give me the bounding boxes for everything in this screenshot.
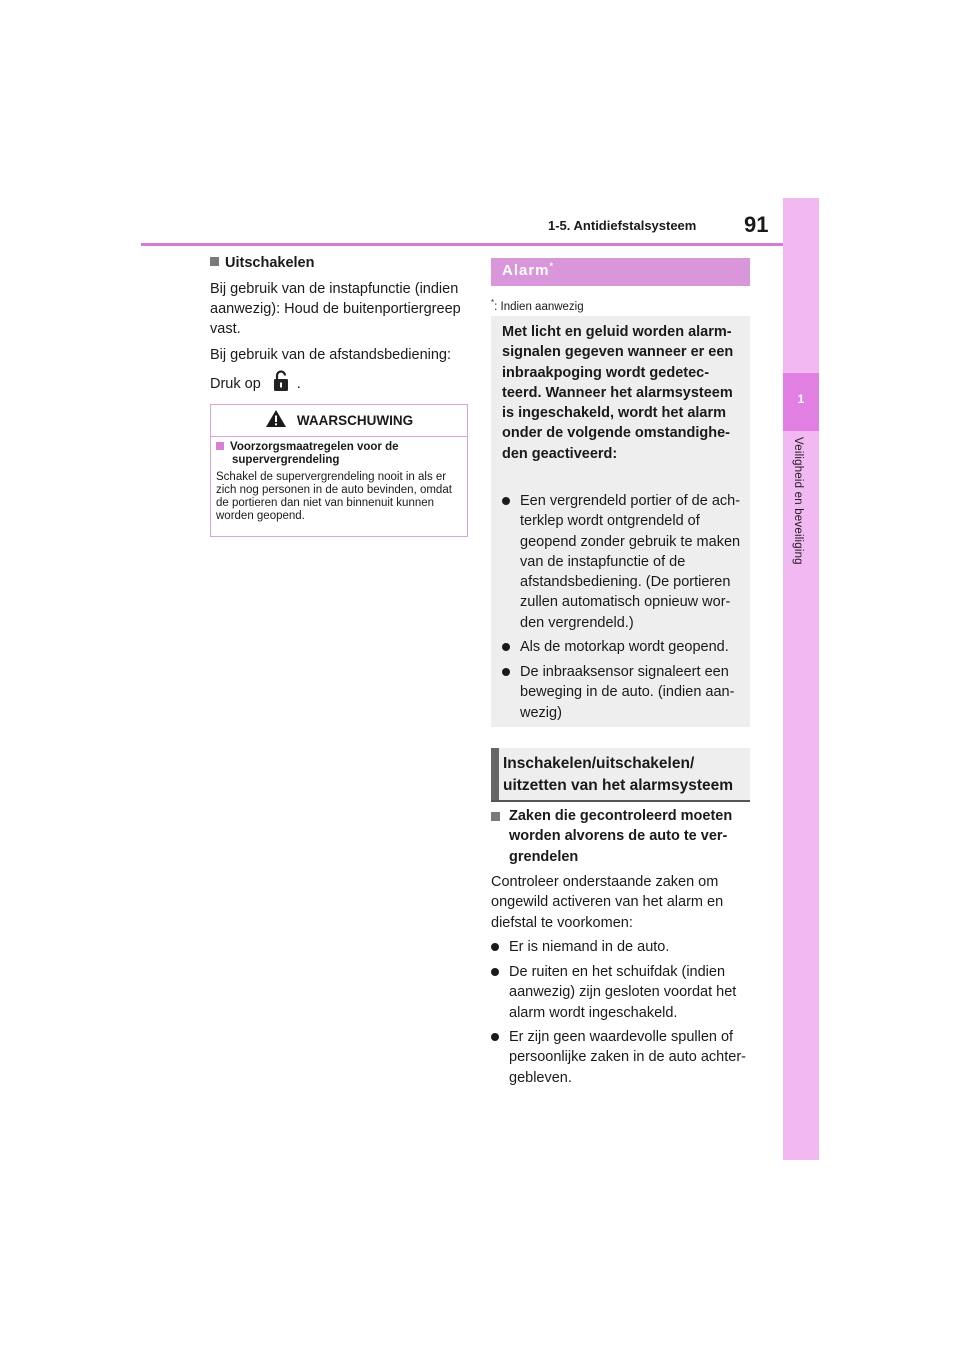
alarm-heading-text: Alarm	[502, 262, 550, 279]
footnote-text: : Indien aanwezig	[494, 300, 584, 313]
press-instruction	[210, 369, 472, 399]
footnote-mark: *	[491, 298, 495, 307]
paragraph-controleer: Controleer onderstaande zaken om ongewild activeren van het alarm en diefstal te voorkomen:	[491, 874, 724, 931]
subheading-uitschakelen	[210, 255, 472, 271]
chapter-number: 1	[797, 392, 805, 406]
lock-icon	[271, 369, 291, 399]
warning-box	[210, 404, 468, 537]
list-item: Er zijn geen waardevolle spullen of persoonlijke zaken in de auto achter-gebleven.	[491, 1027, 757, 1088]
section-heading: Inschakelen/uitschakelen/ uitzetten van het alarmsysteem	[503, 755, 734, 794]
paragraph-instapfunctie: Bij gebruik van de instapfunctie (indien aanwezig): Houd de buitenportiergreep vast.	[210, 281, 461, 337]
square-bullet-icon	[491, 812, 500, 821]
page-number: 91	[744, 212, 769, 237]
chapter-side-tab	[783, 198, 819, 1160]
square-bullet-icon	[216, 442, 224, 450]
footnote	[491, 298, 584, 313]
subheading-checks	[491, 806, 753, 867]
paragraph-afstandsbediening: Bij gebruik van de afstandsbediening:	[210, 347, 452, 363]
warning-text: Schakel de supervergrendeling nooit in als er zich nog personen in de auto bevinden, omdat de portieren dan niet van binnenuit kunnen worden geopend.	[216, 471, 452, 522]
alarm-heading	[502, 261, 554, 279]
press-text-end: .	[296, 376, 301, 392]
chapter-title: Veiligheid en beveiliging	[792, 437, 804, 565]
subheading-checks-text: Zaken die gecontroleerd moeten worden alvorens de auto te ver-grendelen	[509, 808, 733, 865]
warning-subtitle-text: Voorzorgsmaatregelen voor de supervergrendeling	[230, 441, 399, 466]
press-text: Druk op	[210, 376, 261, 392]
list-item: Een vergrendeld portier of de ach-terklep wordt ontgrendeld of geopend zonder gebruik te maken van de instapfunctie of de afstandsbediening. (De portieren zullen automatisch opnieuw wor-den vergrendeld.)	[502, 491, 754, 633]
alarm-footnote-mark: *	[549, 261, 555, 271]
warning-title: WAARSCHUWING	[296, 413, 414, 428]
warning-body	[211, 437, 467, 523]
alarm-intro: Met licht en geluid worden alarm-signalen gegeven wanneer er een inbraakpoging wordt gedetec-teerd. Wanneer het alarmsysteem is ingeschakeld, wordt het alarm onder de volgende omstandighe-den geactiveerd:	[502, 324, 734, 462]
section-header: 1-5. Antidiefstalsysteem	[548, 218, 697, 233]
list-item: De ruiten en het schuifdak (indien aanwezig) zijn gesloten voordat het alarm wordt ingeschakeld.	[491, 962, 757, 1023]
warning-header	[211, 405, 467, 437]
warning-subtitle	[216, 441, 462, 467]
warning-triangle-icon	[265, 409, 287, 433]
header-divider	[141, 243, 783, 246]
subheading-text: Uitschakelen	[225, 255, 315, 271]
list-item: De inbraaksensor signaleert een beweging in de auto. (indien aan-wezig)	[502, 662, 754, 723]
section-heading-underline	[491, 800, 750, 802]
list-item: Er is niemand in de auto.	[491, 937, 757, 957]
square-bullet-icon	[210, 257, 219, 266]
list-item: Als de motorkap wordt geopend.	[502, 637, 754, 657]
